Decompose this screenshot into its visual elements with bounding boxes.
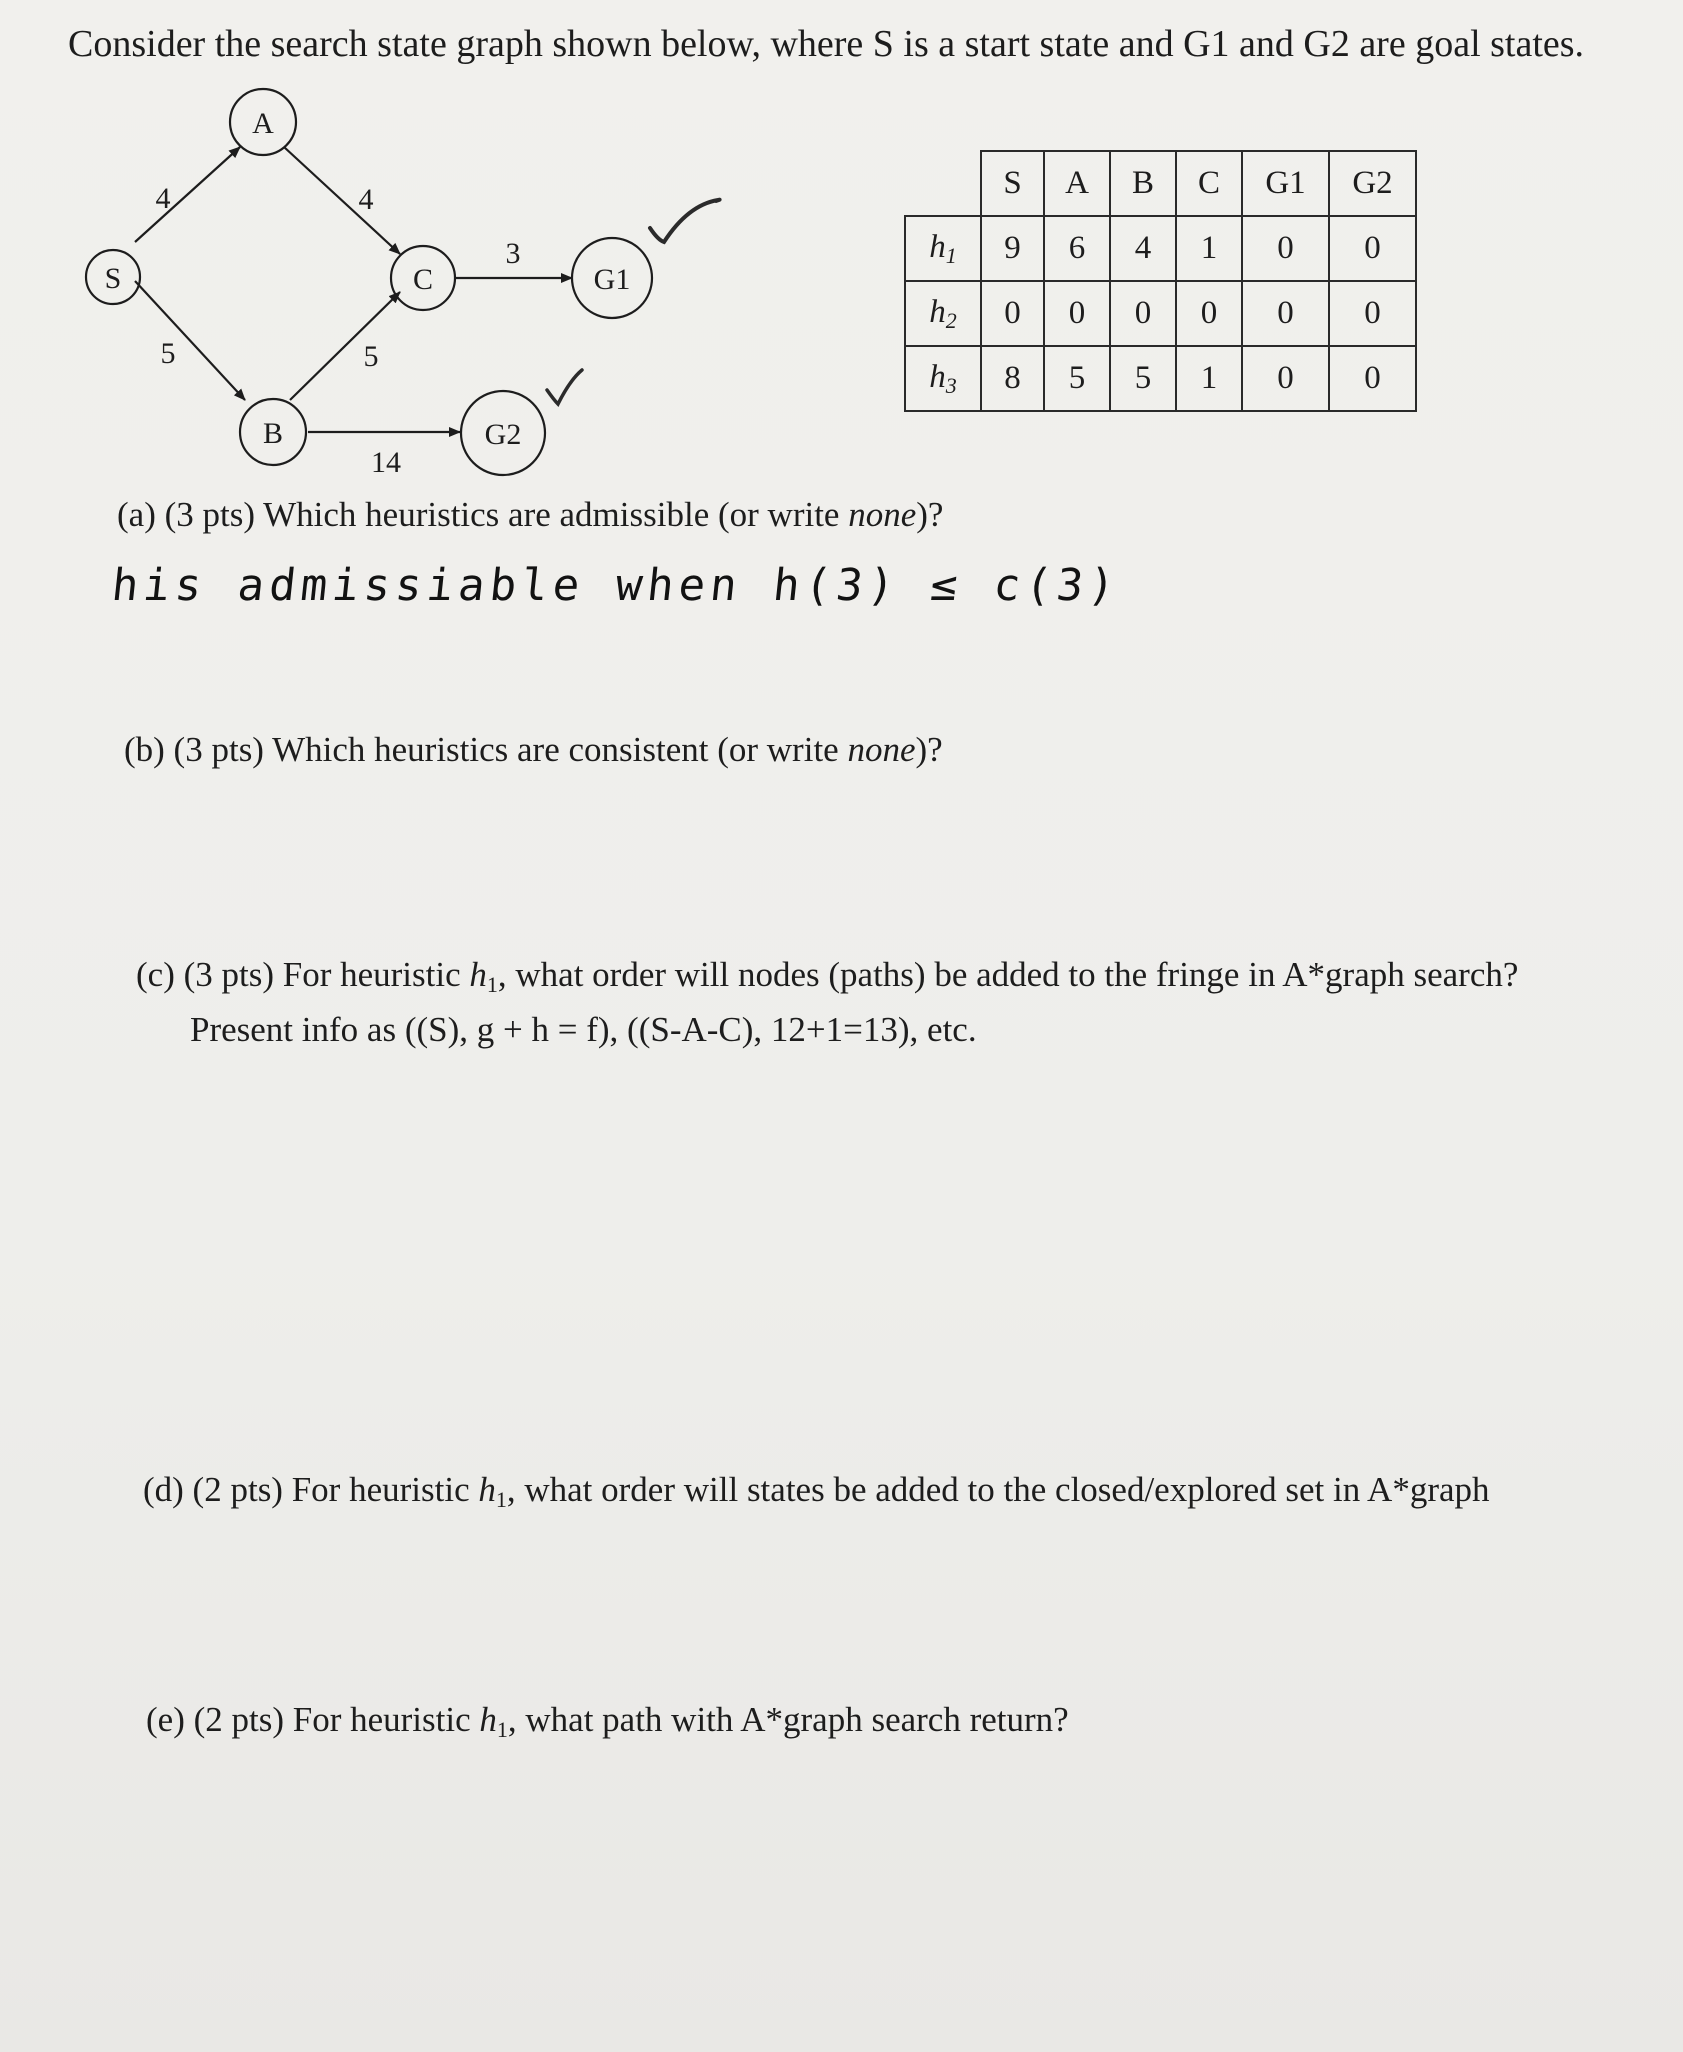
edge-cost-s-a: 4 <box>155 182 171 215</box>
question-c: (c) (3 pts) For heuristic $h_1$, what order will nodes (paths) be added to the fringe in A*graph search? <box>136 955 1519 997</box>
table-cell: 9 <box>981 216 1044 281</box>
table-cell: 0 <box>1176 281 1242 346</box>
svg-text:C: C <box>412 263 434 296</box>
table-cell: 0 <box>1242 346 1329 411</box>
table-cell: 0 <box>1329 346 1416 411</box>
handwritten-answer-a: his admissiable when h(3) ≤ c(3) <box>109 560 1123 611</box>
edge-s-b <box>135 281 245 400</box>
edge-cost-b-g2: 14 <box>371 446 401 479</box>
table-cell: 5 <box>1110 346 1176 411</box>
question-a: (a) (3 pts) Which heuristics are admissible (or write none)? <box>117 495 944 534</box>
table-cell: 8 <box>981 346 1044 411</box>
table-cell: 0 <box>981 281 1044 346</box>
node-s <box>86 250 140 304</box>
node-g1 <box>572 238 652 318</box>
row-label-h3: $h_3$ <box>905 346 981 411</box>
table-cell: 0 <box>1044 281 1110 346</box>
table-cell: 0 <box>1110 281 1176 346</box>
edge-a-c <box>284 147 400 254</box>
checkmark-g2 <box>547 370 582 404</box>
table-cell: 1 <box>1176 216 1242 281</box>
svg-text:S: S <box>104 262 122 295</box>
node-c <box>391 246 455 310</box>
table-cell: 0 <box>1242 281 1329 346</box>
row-label-h2: $h_2$ <box>905 281 981 346</box>
svg-text:B: B <box>262 417 284 450</box>
node-a <box>230 89 296 155</box>
table-cell: 0 <box>1242 216 1329 281</box>
table-column-header: G2 <box>1329 151 1416 216</box>
table-column-header: C <box>1176 151 1242 216</box>
row-label-h1: $h_1$ <box>905 216 981 281</box>
search-state-graph <box>60 70 760 480</box>
question-d: (d) (2 pts) For heuristic $h_1$, what order will states be added to the closed/explored set in A*graph <box>143 1470 1490 1512</box>
table-row <box>905 216 1416 281</box>
table-cell: 0 <box>1329 216 1416 281</box>
problem-statement: Consider the search state graph shown below, where S is a start state and G1 and G2 are goal states. <box>68 23 1585 65</box>
table-column-header: A <box>1044 151 1110 216</box>
question-e: (e) (2 pts) For heuristic $h_1$, what path with A*graph search return? <box>146 1700 1069 1742</box>
edge-cost-a-c: 4 <box>358 183 374 216</box>
table-row <box>905 346 1416 411</box>
svg-text:A: A <box>252 107 274 140</box>
edge-cost-b-c: 5 <box>363 340 379 373</box>
table-cell: 0 <box>1329 281 1416 346</box>
svg-text:G2: G2 <box>484 418 522 451</box>
table-cell: 1 <box>1176 346 1242 411</box>
table-header-row <box>905 151 1416 216</box>
edge-cost-c-g1: 3 <box>505 237 521 270</box>
node-g2 <box>461 391 545 475</box>
checkmark-g1 <box>650 200 720 242</box>
table-column-header: B <box>1110 151 1176 216</box>
table-column-header: S <box>981 151 1044 216</box>
edge-s-a <box>135 147 240 242</box>
table-cell: 6 <box>1044 216 1110 281</box>
question-b: (b) (3 pts) Which heuristics are consistent (or write none)? <box>124 730 943 769</box>
table-row <box>905 281 1416 346</box>
question-c-format: Present info as ((S), g + h = f), ((S-A-C), 12+1=13), etc. <box>190 1010 977 1049</box>
edge-cost-s-b: 5 <box>160 337 176 370</box>
table-column-header: G1 <box>1242 151 1329 216</box>
table-cell: 5 <box>1044 346 1110 411</box>
table-corner-cell <box>905 151 981 216</box>
heuristic-table <box>904 150 1417 412</box>
node-b <box>240 399 306 465</box>
table-cell: 4 <box>1110 216 1176 281</box>
svg-text:G1: G1 <box>593 263 631 296</box>
edge-b-c <box>290 292 400 400</box>
